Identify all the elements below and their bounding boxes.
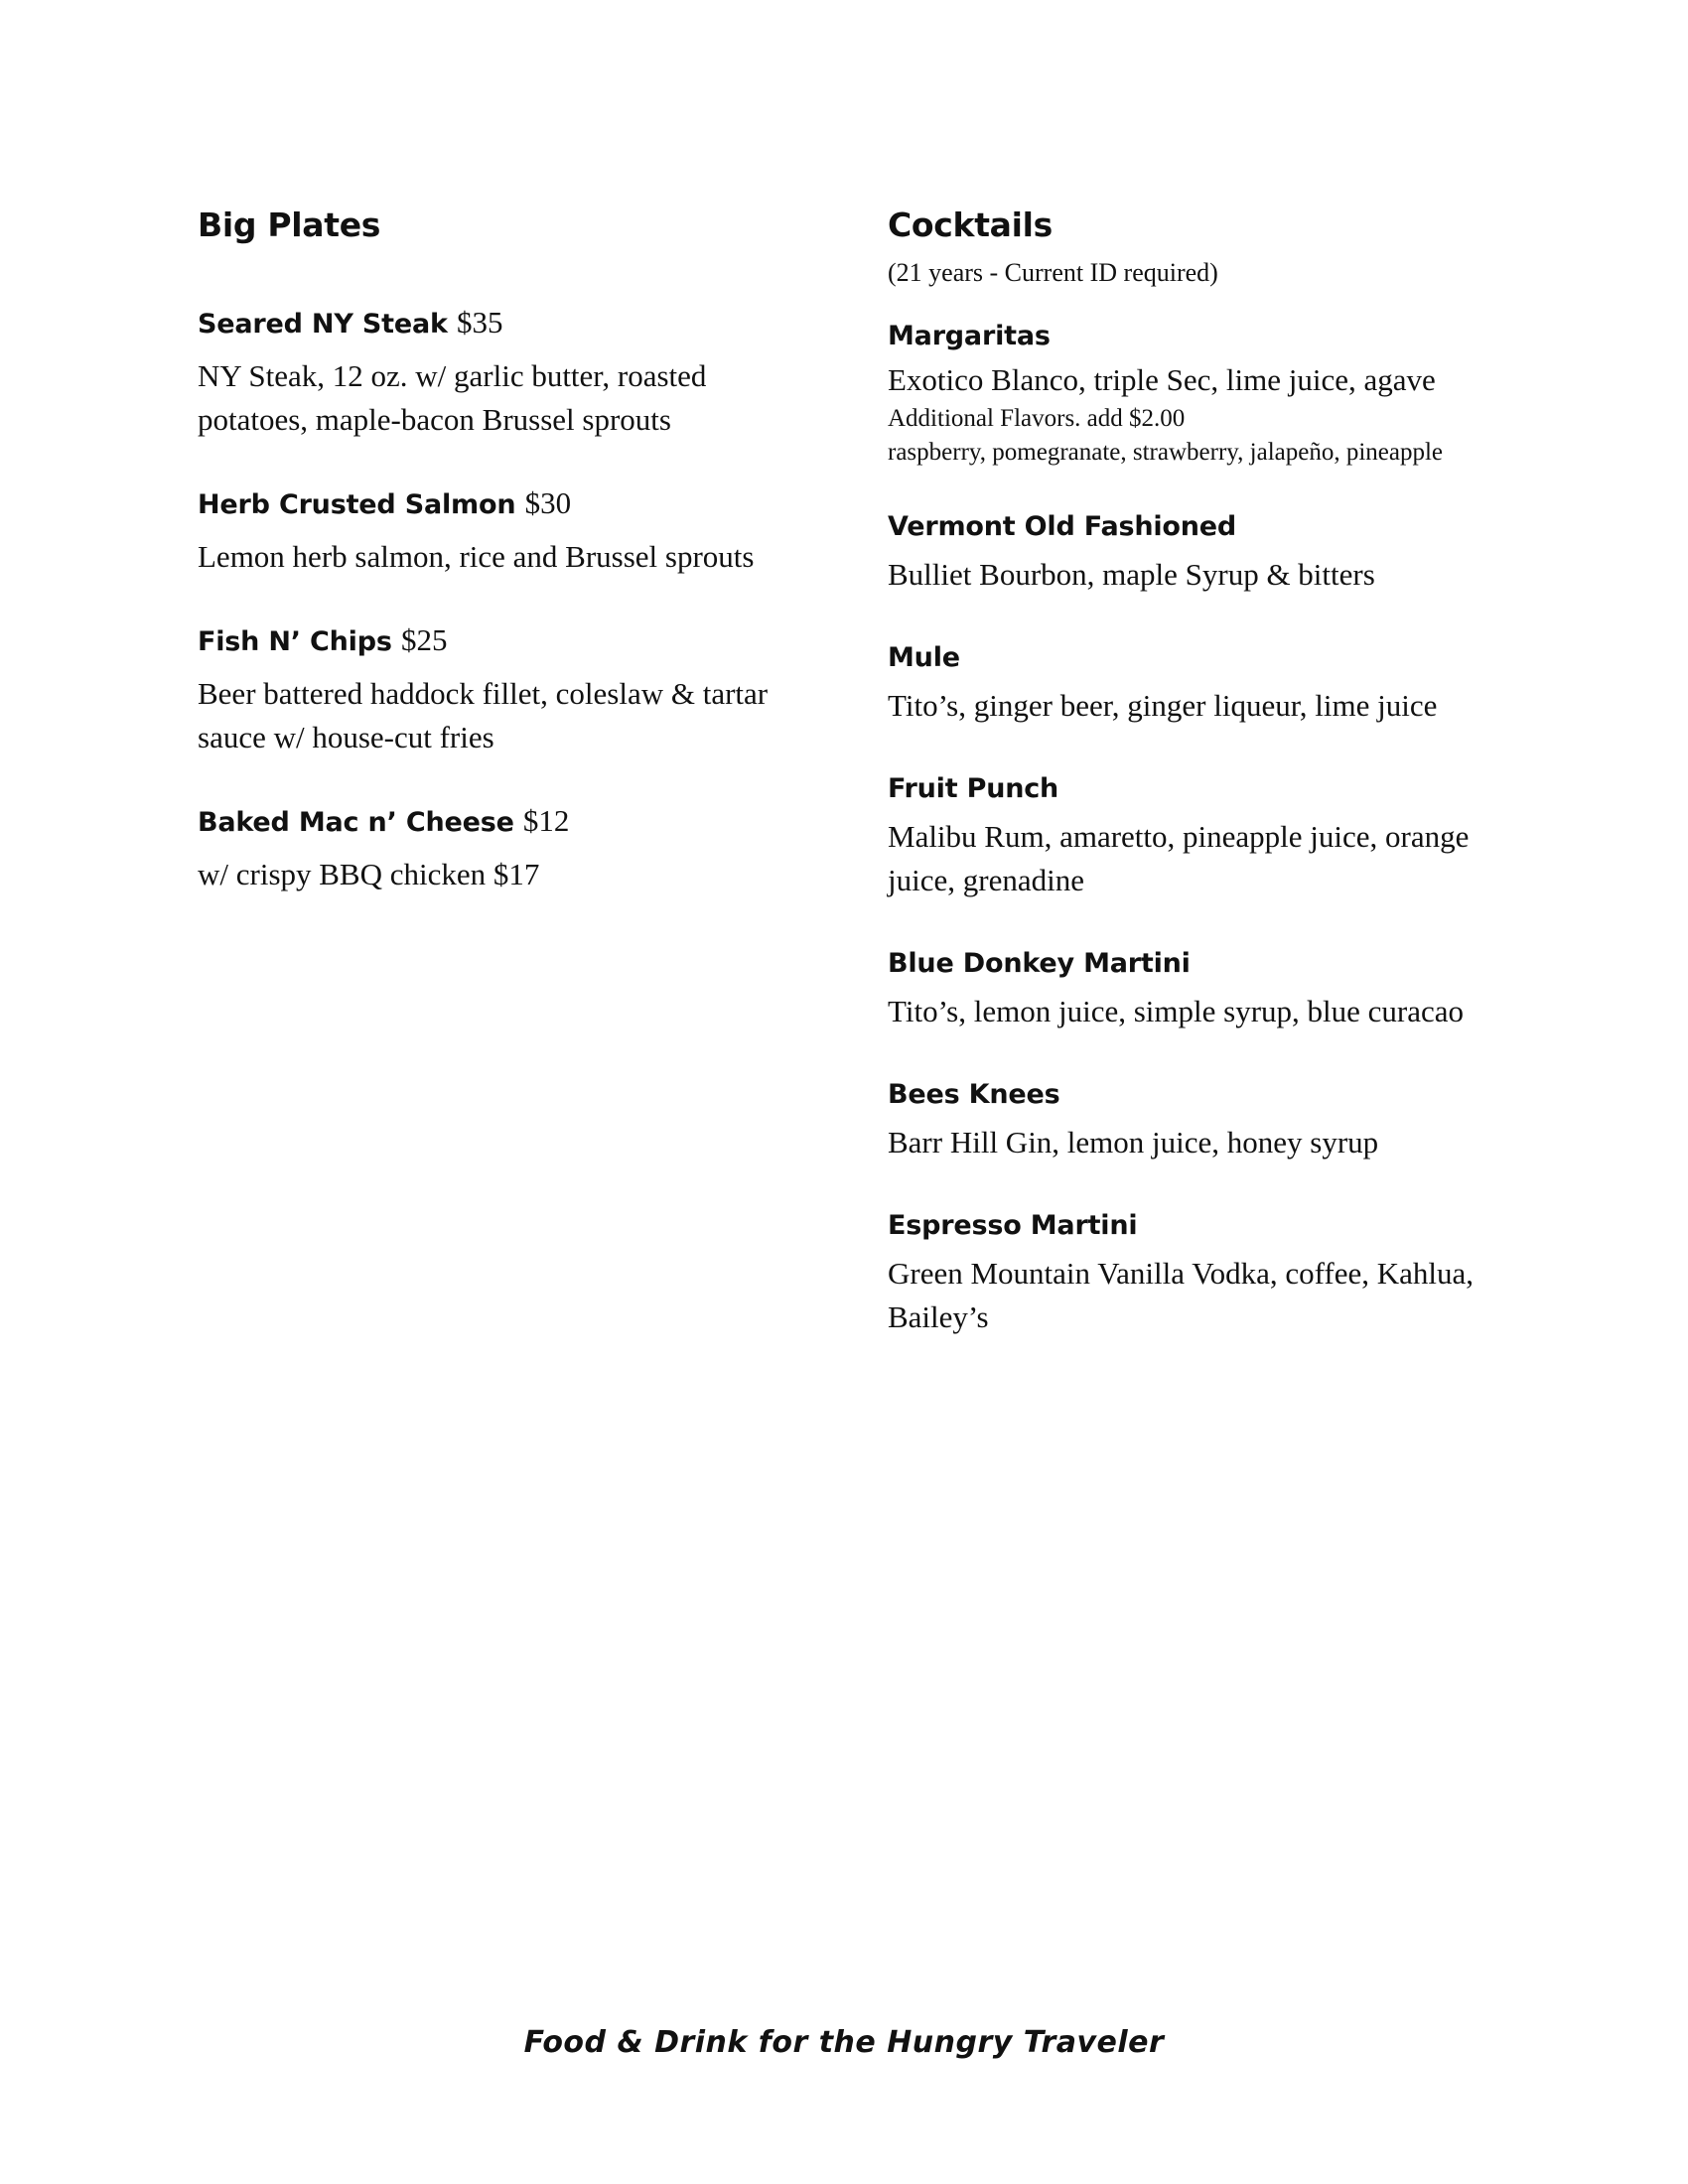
age-requirement-note: (21 years - Current ID required) xyxy=(888,258,1218,287)
cocktail-item-fruit-punch xyxy=(888,771,1523,902)
cocktail-item-bees-knees xyxy=(888,1077,1523,1164)
cocktail-item-margaritas xyxy=(888,319,1523,470)
item-description: w/ crispy BBQ chicken $17 xyxy=(198,857,540,891)
item-description: Bulliet Bourbon, maple Syrup & bitters xyxy=(888,557,1375,592)
item-description: Exotico Blanco, triple Sec, lime juice, agave xyxy=(888,362,1436,397)
item-description: Tito’s, ginger beer, ginger liqueur, lime juice xyxy=(888,688,1438,723)
item-description: Malibu Rum, amaretto, pineapple juice, orange juice, grenadine xyxy=(888,819,1470,897)
big-plates-section xyxy=(198,204,793,940)
cocktail-item-espresso-martini xyxy=(888,1208,1523,1339)
menu-item-salmon xyxy=(198,485,793,579)
item-name: Margaritas xyxy=(888,321,1051,351)
item-name: Baked Mac n’ Cheese xyxy=(198,807,514,838)
item-name: Blue Donkey Martini xyxy=(888,948,1191,979)
big-plates-title: Big Plates xyxy=(198,205,381,244)
footer-tagline: Food & Drink for the Hungry Traveler xyxy=(523,2025,1165,2060)
additional-flavors-list: raspberry, pomegranate, strawberry, jalapeño, pineapple xyxy=(888,439,1444,466)
item-price: $12 xyxy=(522,803,570,838)
item-name: Espresso Martini xyxy=(888,1210,1138,1241)
menu-item-fish-chips xyxy=(198,622,793,759)
item-description: NY Steak, 12 oz. w/ garlic butter, roasted potatoes, maple-bacon Brussel sprouts xyxy=(198,358,707,437)
item-description: Tito’s, lemon juice, simple syrup, blue curacao xyxy=(888,994,1465,1028)
item-description: Beer battered haddock fillet, coleslaw & tartar sauce w/ house-cut fries xyxy=(198,676,769,754)
item-name: Mule xyxy=(888,642,960,673)
menu-item-steak xyxy=(198,305,793,442)
item-description: Lemon herb salmon, rice and Brussel sprouts xyxy=(198,539,755,574)
item-price: $25 xyxy=(400,622,448,657)
item-name: Herb Crusted Salmon xyxy=(198,489,516,520)
cocktails-section xyxy=(888,204,1523,1383)
cocktail-item-old-fashioned xyxy=(888,509,1523,597)
cocktails-title: Cocktails xyxy=(888,205,1054,244)
item-name: Seared NY Steak xyxy=(198,309,448,340)
additional-flavors-label: Additional Flavors. add $2.00 xyxy=(888,405,1186,432)
cocktail-item-mule xyxy=(888,640,1523,728)
cocktail-item-blue-donkey xyxy=(888,946,1523,1033)
item-name: Bees Knees xyxy=(888,1079,1060,1110)
item-name: Fruit Punch xyxy=(888,773,1059,804)
item-name: Vermont Old Fashioned xyxy=(888,511,1237,542)
item-description: Green Mountain Vanilla Vodka, coffee, Kahlua, Bailey’s xyxy=(888,1256,1474,1334)
item-description: Barr Hill Gin, lemon juice, honey syrup xyxy=(888,1125,1379,1160)
item-name: Fish N’ Chips xyxy=(198,626,392,657)
item-price: $35 xyxy=(456,305,503,340)
menu-item-mac-cheese xyxy=(198,803,793,896)
item-price: $30 xyxy=(524,485,572,520)
